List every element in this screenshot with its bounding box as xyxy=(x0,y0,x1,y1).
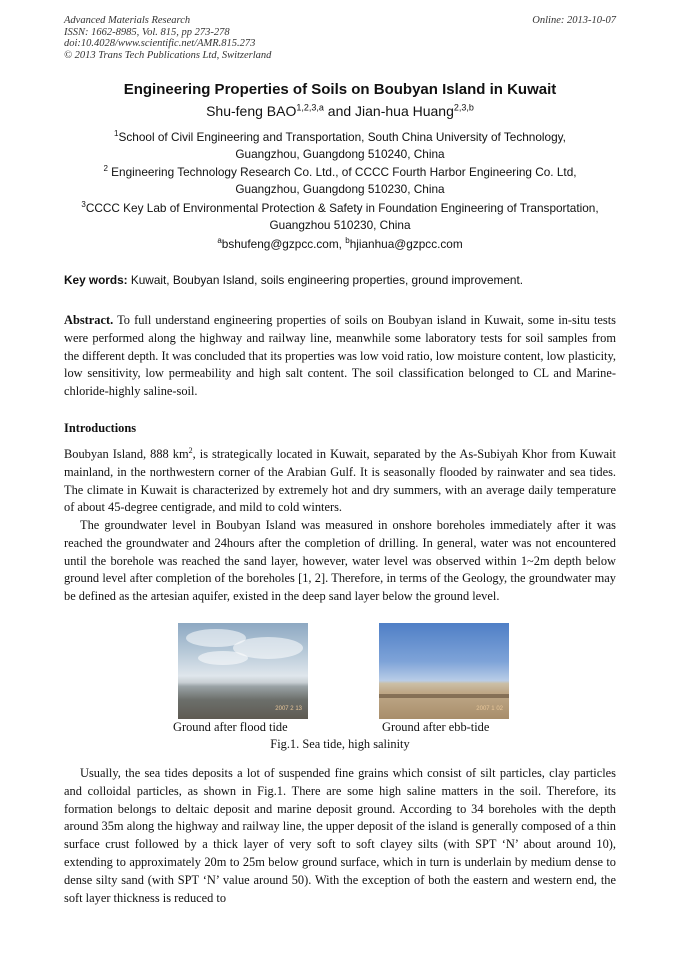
caption-ebb-tide: Ground after ebb-tide xyxy=(382,720,490,734)
photo-flood-tide xyxy=(178,623,308,719)
author-2-affil: 2,3,b xyxy=(453,102,474,113)
intro-paragraph-3: Usually, the sea tides deposits a lot of suspended fine grains which consist of silt particles, clay particles and colloidal particles, as shown in Fig.1. There are some high saline matters in the soil. Therefore, its formation belongs to deltaic deposit and marine deposit ground. According to 34 boreholes with the depth around 35m along the highway and railway line, the upper deposit of the island is generally composed of a thin surface crust followed by a thick layer of very soft to soft clayey silts (with SPT ‘N’ about around 10), extending to approximately 20m to 25m below ground surface, which in turn is underlain by medium dense to dense silty sand (with SPT ‘N’ value around 50). With the exception of both the eastern and western end, the soft layer thickness is reduced to xyxy=(64,766,616,905)
author-conjunction: and xyxy=(323,103,356,119)
abstract-label: Abstract. xyxy=(64,313,114,327)
email-a-sup: a xyxy=(217,236,222,246)
author-line xyxy=(64,103,616,119)
intro-paragraph-2: The groundwater level in Boubyan Island was measured in onshore boreholes immediately after it was reached the groundwater and 24hours after the completion of drilling. In general, water was not encountered until the borehole was reached the sand layer, however, water level was observed within 1~2m depth below ground level after completion of the boreholes [1, 2]. Therefore, in terms of the Geology, the groundwater may be defined as the artesian aquifer, existed in the deep sand layer below the ground level. xyxy=(64,518,616,604)
keywords-text: Kuwait, Boubyan Island, soils engineering properties, ground improvement. xyxy=(127,273,524,287)
author-1: Shu-feng BAO xyxy=(206,103,297,119)
abstract-text: To full understand engineering properties of soils on Boubyan island in Kuwait, some in-situ tests were performed along the highway and railway line, meanwhile some laboratory tests for soil samples from the different depth. It was concluded that its properties was low void ratio, low moisture content, low plasticity, low sensitivity, low permeability and high salt content. The soil classification belonged to CL and Marine-chloride-highly saline-soil. xyxy=(64,313,616,399)
affiliation-2-line2: Guangzhou, Guangdong 510230, China xyxy=(235,181,445,196)
figure-caption: Fig.1. Sea tide, high salinity xyxy=(270,737,410,751)
paper-title: Engineering Properties of Soils on Boubyan Island in Kuwait xyxy=(123,81,557,98)
author-1-affil: 1,2,3,a xyxy=(296,102,324,113)
affiliation-3 xyxy=(64,200,616,233)
affiliation-2-sup: 2 xyxy=(103,164,108,174)
section-heading-introductions: Introductions xyxy=(64,421,137,435)
affiliation-1-line2: Guangzhou, Guangdong 510240, China xyxy=(235,146,445,161)
issn-line: ISSN: 1662-8985, Vol. 815, pp 273-278 xyxy=(64,26,230,38)
email-b: hjianhua@gzpcc.com xyxy=(349,237,463,251)
affiliation-3-line1: CCCC Key Lab of Environmental Protection & Safety in Foundation Engineering of Transportation, xyxy=(85,201,599,215)
affiliation-1 xyxy=(64,129,616,162)
copyright-line: © 2013 Trans Tech Publications Ltd, Switzerland xyxy=(64,49,272,61)
journal-header xyxy=(64,15,616,61)
affiliation-1-sup: 1 xyxy=(114,129,119,139)
photo-flood-tide-date: 2007 2 13 xyxy=(275,706,302,712)
intro-p1-rest: , is strategically located in Kuwait, separated by the As-Subiyah Khor from Kuwait mainland, in the northwestern corner of the Arabian Gulf. It is seasonally flooded by rainwater and sea tides. The climate in Kuwait is characterized by extremely hot and dry summers, with an average daily temperature of about 45-degree centigrade, and mild to cold winters. xyxy=(64,447,616,515)
email-a: bshufeng@gzpcc.com, xyxy=(221,237,346,251)
keywords xyxy=(64,273,616,287)
keywords-label: Key words: xyxy=(64,273,128,287)
journal-name: Advanced Materials Research xyxy=(64,15,191,26)
area-superscript: 2 xyxy=(188,445,193,455)
photo-ebb-tide xyxy=(379,623,509,719)
author-2: Jian-hua Huang xyxy=(355,103,454,119)
intro-p1-start: Boubyan Island, 888 km xyxy=(64,447,189,461)
author-emails xyxy=(64,236,616,253)
affiliation-2-line1: Engineering Technology Research Co. Ltd., of CCCC Fourth Harbor Engineering Co. Ltd, xyxy=(107,165,577,179)
intro-paragraph-1 xyxy=(64,446,616,517)
email-b-sup: b xyxy=(345,236,350,246)
caption-flood-tide: Ground after flood tide xyxy=(173,720,288,734)
abstract xyxy=(64,312,616,401)
photo-ebb-tide-date: 2007 1 02 xyxy=(476,706,503,712)
affiliation-3-line2: Guangzhou 510230, China xyxy=(269,217,411,232)
online-date: Online: 2013-10-07 xyxy=(532,15,616,26)
doi-line: doi:10.4028/www.scientific.net/AMR.815.273 xyxy=(64,38,256,50)
affiliation-3-sup: 3 xyxy=(81,200,86,210)
affiliation-1-line1: School of Civil Engineering and Transportation, South China University of Technology, xyxy=(118,130,566,144)
affiliation-2 xyxy=(64,164,616,197)
